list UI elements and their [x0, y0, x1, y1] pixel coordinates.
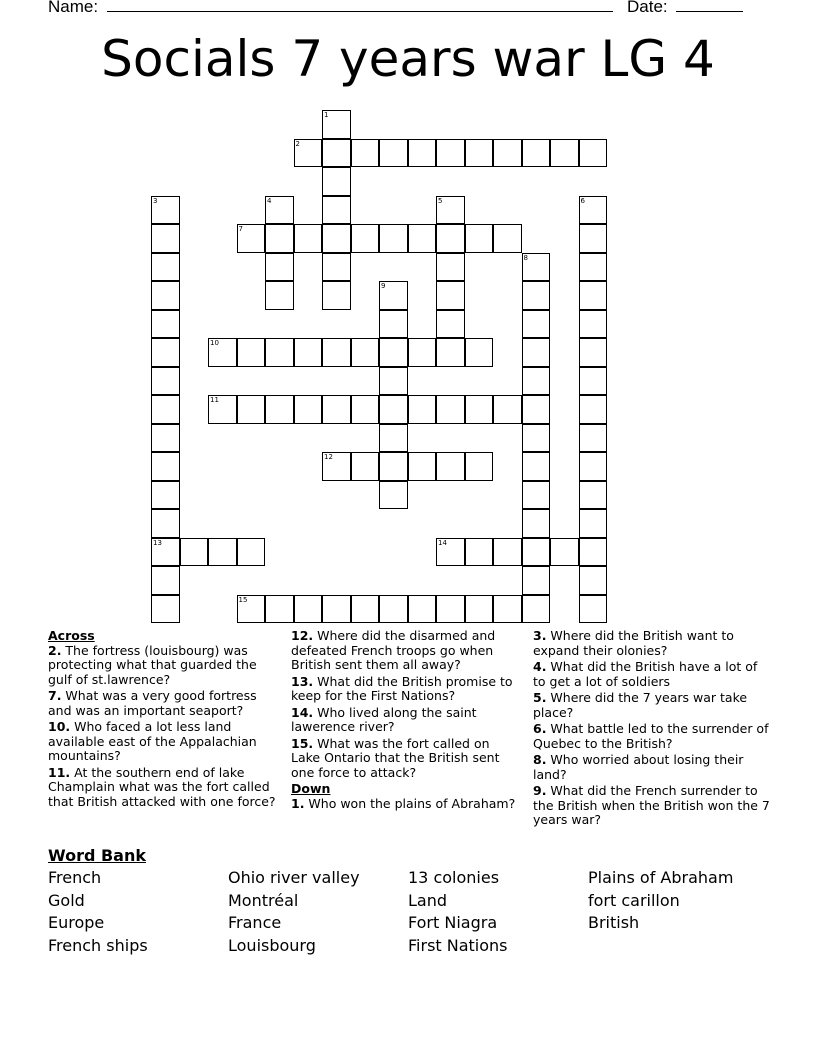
clue-item — [48, 689, 278, 718]
grid-cell[interactable] — [522, 481, 551, 510]
grid-cell[interactable] — [294, 139, 323, 168]
grid-cell[interactable] — [579, 452, 608, 481]
grid-cell[interactable] — [379, 310, 408, 339]
grid-cell[interactable] — [579, 424, 608, 453]
grid-cell[interactable] — [493, 538, 522, 567]
grid-cell[interactable] — [579, 281, 608, 310]
grid-cell[interactable] — [294, 224, 323, 253]
grid-cell[interactable] — [493, 224, 522, 253]
grid-cell[interactable] — [322, 595, 351, 624]
grid-cell[interactable] — [237, 595, 266, 624]
across-heading: Across — [48, 628, 95, 643]
grid-cell[interactable] — [151, 367, 180, 396]
clue-item — [291, 737, 521, 781]
clue-number-label: 2. — [48, 642, 62, 658]
clue-number-label: 12. — [291, 628, 314, 643]
clue-number-label: 15. — [291, 735, 314, 751]
grid-cell[interactable] — [294, 338, 323, 367]
clue-number: 7 — [238, 225, 243, 233]
grid-cell[interactable] — [151, 395, 180, 424]
date-label: Date: — [627, 0, 668, 16]
clue-text: At the southern end of lake Champlain what was the fort called that British attacked with one force? — [48, 764, 276, 809]
grid-cell[interactable] — [351, 595, 380, 624]
word-bank-entry: Louisbourg — [228, 936, 316, 956]
grid-cell[interactable] — [436, 595, 465, 624]
clue-number: 5 — [438, 196, 443, 205]
clue-text: What did the French surrender to the British when the British won the 7 years war? — [533, 783, 770, 827]
word-bank-column — [228, 867, 360, 958]
grid-cell[interactable] — [579, 338, 608, 367]
clue-number-label: 4. — [533, 659, 547, 674]
clue-item — [533, 691, 773, 720]
word-bank-entry: French ships — [48, 936, 148, 956]
clue-item — [48, 720, 278, 764]
clue-item — [48, 644, 278, 688]
grid-cell[interactable] — [265, 281, 294, 310]
clue-text: What did the British have a lot of to get a lot of soldiers — [533, 659, 758, 689]
clue-number: 13 — [153, 538, 162, 547]
word-bank-entry: French — [48, 868, 102, 887]
grid-cell[interactable] — [294, 595, 323, 624]
grid-cell[interactable] — [151, 281, 180, 310]
grid-cell[interactable] — [436, 538, 465, 567]
grid-cell[interactable] — [237, 538, 266, 567]
across-clue-list — [48, 644, 278, 810]
clue-number-label: 6. — [533, 721, 547, 736]
word-bank-entry: Ohio river valley — [228, 868, 360, 887]
grid-cell[interactable] — [322, 224, 351, 253]
grid-cell[interactable] — [351, 338, 380, 367]
grid-cell[interactable] — [379, 139, 408, 168]
grid-cell[interactable] — [379, 338, 408, 367]
grid-cell[interactable] — [522, 338, 551, 367]
grid-cell[interactable] — [379, 452, 408, 481]
down-clue-list — [291, 797, 521, 812]
clue-item — [533, 784, 773, 828]
clue-number: 10 — [210, 339, 219, 347]
grid-cell[interactable] — [208, 538, 237, 567]
word-bank-entry: First Nations — [408, 936, 508, 956]
clue-number-label: 13. — [291, 673, 314, 689]
grid-cell[interactable] — [322, 167, 351, 196]
grid-cell[interactable] — [322, 110, 351, 139]
grid-cell[interactable] — [322, 452, 351, 481]
grid-cell[interactable] — [265, 224, 294, 253]
clue-number: 8 — [523, 253, 528, 262]
grid-cell[interactable] — [379, 481, 408, 510]
grid-cell[interactable] — [151, 338, 180, 367]
clue-number: 15 — [238, 595, 248, 604]
clue-number-label: 14. — [291, 704, 314, 720]
clue-text: Who won the plains of Abraham? — [304, 795, 516, 811]
clue-number: 11 — [210, 396, 219, 404]
clue-number-label: 11. — [48, 764, 71, 780]
grid-cell[interactable] — [579, 566, 608, 595]
grid-cell[interactable] — [379, 281, 408, 310]
clue-number-label: 5. — [533, 690, 547, 705]
clue-number: 4 — [267, 196, 272, 205]
grid-cell[interactable] — [522, 253, 551, 282]
word-bank-entry: fort carillon — [588, 890, 680, 910]
grid-cell[interactable] — [351, 395, 380, 424]
grid-cell[interactable] — [436, 224, 465, 253]
grid-cell[interactable] — [579, 509, 608, 538]
grid-cell[interactable] — [151, 310, 180, 339]
grid-cell[interactable] — [237, 395, 266, 424]
grid-cell[interactable] — [493, 139, 522, 168]
grid-cell[interactable] — [151, 509, 180, 538]
grid-cell[interactable] — [151, 538, 180, 567]
grid-cell[interactable] — [436, 452, 465, 481]
clues-column-3 — [533, 629, 773, 830]
clue-item — [533, 660, 773, 689]
grid-cell[interactable] — [436, 310, 465, 339]
grid-cell[interactable] — [522, 367, 551, 396]
clue-number: 14 — [438, 538, 447, 547]
grid-cell[interactable] — [436, 139, 465, 168]
grid-cell[interactable] — [465, 338, 494, 367]
grid-cell[interactable] — [522, 424, 551, 453]
grid-cell[interactable] — [265, 395, 294, 424]
grid-cell[interactable] — [379, 395, 408, 424]
grid-cell[interactable] — [322, 338, 351, 367]
clue-number-label: 8. — [533, 752, 547, 767]
grid-cell[interactable] — [379, 367, 408, 396]
grid-cell[interactable] — [408, 452, 437, 481]
grid-cell[interactable] — [351, 224, 380, 253]
grid-cell[interactable] — [436, 395, 465, 424]
grid-cell[interactable] — [579, 595, 608, 624]
grid-cell[interactable] — [151, 424, 180, 453]
grid-cell[interactable] — [436, 253, 465, 282]
grid-cell[interactable] — [351, 452, 380, 481]
grid-cell[interactable] — [408, 595, 437, 624]
grid-cell[interactable] — [579, 139, 608, 168]
word-bank-entry: Land — [408, 890, 448, 910]
clue-number: 9 — [381, 282, 386, 290]
grid-cell[interactable] — [465, 595, 494, 624]
grid-cell[interactable] — [208, 395, 237, 424]
down-clue-list-continued — [533, 629, 773, 828]
grid-cell[interactable] — [208, 338, 237, 367]
clue-text: What was a very good fortress and was an important seaport? — [48, 688, 257, 718]
clue-item — [291, 629, 521, 673]
grid-cell[interactable] — [322, 139, 351, 168]
clue-number: 1 — [324, 111, 329, 119]
clue-number-label: 10. — [48, 719, 71, 734]
grid-cell[interactable] — [322, 253, 351, 282]
grid-cell[interactable] — [151, 566, 180, 595]
grid-cell[interactable] — [322, 281, 351, 310]
clue-item — [533, 629, 773, 658]
word-bank-entry: British — [588, 913, 640, 933]
grid-cell[interactable] — [522, 139, 551, 168]
grid-cell[interactable] — [579, 310, 608, 339]
word-bank-column — [48, 867, 148, 958]
clue-item — [48, 766, 278, 810]
clue-text: Who faced a lot less land available east of the Appalachian mountains? — [48, 719, 257, 763]
grid-cell[interactable] — [379, 595, 408, 624]
grid-cell[interactable] — [522, 595, 551, 624]
name-label: Name: — [48, 0, 99, 16]
clue-text: Where did the 7 years war take place? — [533, 690, 748, 720]
grid-cell[interactable] — [151, 595, 180, 624]
word-bank-entry: Montréal — [228, 890, 299, 910]
grid-cell[interactable] — [522, 452, 551, 481]
clue-number: 3 — [153, 196, 158, 205]
clue-text: What did the British promise to keep for the First Nations? — [291, 673, 513, 703]
grid-cell[interactable] — [322, 395, 351, 424]
grid-cell[interactable] — [237, 224, 266, 253]
clue-number: 6 — [580, 196, 585, 205]
grid-cell[interactable] — [465, 395, 494, 424]
clue-number: 2 — [295, 139, 300, 148]
word-bank-heading: Word Bank — [48, 846, 147, 865]
grid-cell[interactable] — [180, 538, 209, 567]
grid-cell[interactable] — [408, 338, 437, 367]
word-bank-entry: Gold — [48, 890, 85, 910]
word-bank-column — [408, 867, 508, 958]
grid-cell[interactable] — [265, 595, 294, 624]
grid-cell[interactable] — [522, 395, 551, 424]
grid-cell[interactable] — [579, 367, 608, 396]
grid-cell[interactable] — [493, 395, 522, 424]
grid-cell[interactable] — [579, 395, 608, 424]
across-clue-list-continued — [291, 629, 521, 780]
page-title: Socials 7 years war LG 4 — [101, 30, 715, 88]
grid-cell[interactable] — [436, 281, 465, 310]
grid-cell[interactable] — [237, 338, 266, 367]
grid-cell[interactable] — [522, 509, 551, 538]
clue-text: What battle led to the surrender of Quebec to the British? — [533, 721, 769, 751]
clue-text: Who lived along the saint lawerence river? — [291, 704, 477, 734]
clue-number: 12 — [324, 453, 333, 461]
grid-cell[interactable] — [408, 224, 437, 253]
word-bank-entry: 13 colonies — [408, 868, 500, 887]
clue-number-label: 3. — [533, 628, 547, 643]
word-bank-entry: France — [228, 913, 282, 933]
clue-number-label: 1. — [291, 795, 305, 811]
grid-cell[interactable] — [579, 481, 608, 510]
grid-cell[interactable] — [151, 452, 180, 481]
grid-cell[interactable] — [265, 196, 294, 225]
word-bank-entry: Europe — [48, 913, 105, 933]
grid-cell[interactable] — [465, 452, 494, 481]
clue-item — [291, 797, 521, 812]
grid-cell[interactable] — [579, 196, 608, 225]
clue-item — [533, 722, 773, 751]
grid-cell[interactable] — [265, 338, 294, 367]
grid-cell[interactable] — [379, 224, 408, 253]
grid-cell[interactable] — [522, 310, 551, 339]
grid-cell[interactable] — [579, 253, 608, 282]
grid-cell[interactable] — [408, 395, 437, 424]
grid-cell[interactable] — [579, 224, 608, 253]
word-bank-entry: Fort Niagra — [408, 913, 498, 933]
word-bank-column — [588, 867, 733, 935]
grid-cell[interactable] — [294, 395, 323, 424]
clue-item — [533, 753, 773, 782]
grid-cell[interactable] — [493, 595, 522, 624]
clue-text: Where did the British want to expand their olonies? — [533, 628, 734, 658]
clue-item — [291, 706, 521, 735]
clue-text: Who worried about losing their land? — [533, 752, 744, 782]
grid-cell[interactable] — [408, 139, 437, 168]
grid-cell[interactable] — [436, 338, 465, 367]
grid-cell[interactable] — [151, 196, 180, 225]
clue-text: Where did the disarmed and defeated French troops go when British sent them all away? — [291, 628, 496, 672]
grid-cell[interactable] — [465, 538, 494, 567]
grid-cell[interactable] — [322, 196, 351, 225]
grid-cell[interactable] — [465, 224, 494, 253]
clues-column-2 — [291, 629, 521, 813]
grid-cell[interactable] — [522, 281, 551, 310]
clues-column-1 — [48, 629, 278, 811]
clue-text: The fortress (louisbourg) was protecting what that guarded the gulf of st.lawrence? — [48, 642, 257, 687]
grid-cell[interactable] — [379, 424, 408, 453]
grid-cell[interactable] — [351, 139, 380, 168]
grid-cell[interactable] — [522, 538, 551, 567]
grid-cell[interactable] — [151, 253, 180, 282]
grid-cell[interactable] — [465, 139, 494, 168]
grid-cell[interactable] — [522, 566, 551, 595]
word-bank-entry: Plains of Abraham — [588, 868, 734, 887]
grid-cell[interactable] — [265, 253, 294, 282]
grid-cell[interactable] — [579, 538, 608, 567]
clue-number-label: 9. — [533, 783, 547, 798]
grid-cell[interactable] — [550, 139, 579, 168]
down-heading: Down — [291, 781, 331, 796]
grid-cell[interactable] — [550, 538, 579, 567]
grid-cell[interactable] — [151, 224, 180, 253]
grid-cell[interactable] — [436, 196, 465, 225]
clue-item — [291, 675, 521, 704]
clue-text: What was the fort called on Lake Ontario that the British sent one force to attack? — [291, 735, 500, 780]
clue-number-label: 7. — [48, 688, 62, 703]
grid-cell[interactable] — [151, 481, 180, 510]
